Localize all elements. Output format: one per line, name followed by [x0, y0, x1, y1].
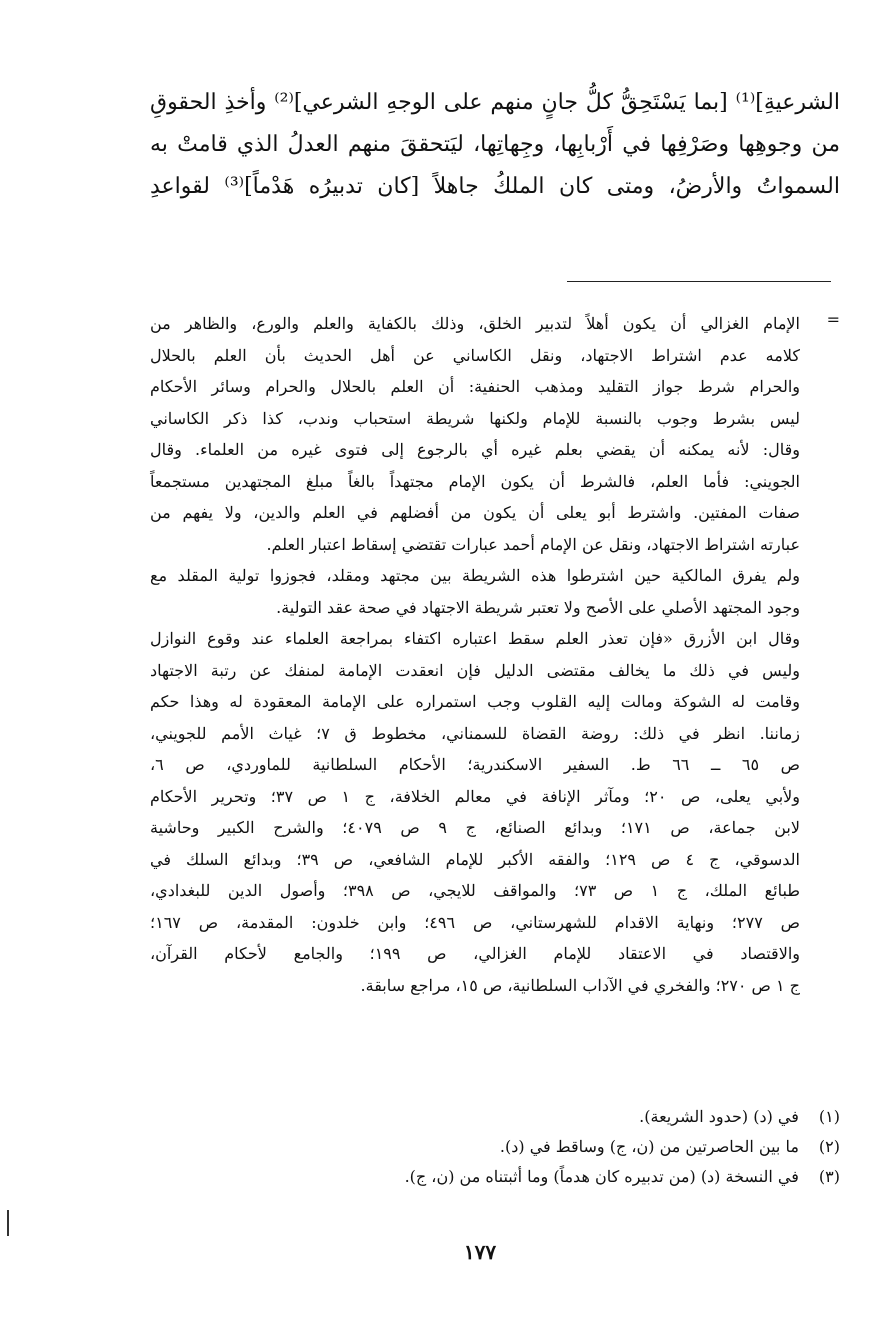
footnote-continuation — [150, 310, 840, 1003]
main-text-line: من وجوهِها وصَرْفِها في أَرْبابِها، وجِهاتِها، ليَتحققَ منهم العدلُ الذي قامتْ به — [150, 132, 841, 157]
note-text: في (د) (حدود الشريعة). — [639, 1107, 799, 1126]
footnote-line: صفات المفتين. واشترط أبو يعلى أن يكون من أفضلهم في العلم والدين، ولا يفهم من — [150, 503, 800, 522]
manuscript-notes — [300, 1102, 840, 1192]
note-number: (١) — [818, 1107, 840, 1126]
footnote-line: لابن جماعة، ص ١٧١؛ وبدائع الصنائع، ج ٩ ص ٤٠٧٩؛ والشرح الكبير وحاشية — [150, 818, 801, 837]
footnote-line: عبارته اشتراط الاجتهاد، ونقل عن الإمام أحمد عبارات تقتضي إسقاط اعتبار العلم. — [266, 534, 800, 554]
footnote-line: الإمام الغزالي أن يكون أهلاً لتدبير الخلق، وذلك بالكفاية والعلم والورع، والظاهر من — [150, 314, 800, 333]
footnote-line: وجود المجتهد الأصلي على الأصح ولا تعتبر شريطة الاجتهاد في صحة عقد التولية. — [276, 597, 800, 617]
footnote-line: ليس بشرط وجوب بالنسبة للإمام ولكنها شريطة استحباب وندب، كذا ذكر الكاساني — [150, 408, 800, 428]
note-text: في النسخة (د) (من تدبيره كان هدماً) وما أثبتناه من (ن، ج). — [404, 1167, 799, 1186]
note-number: (٣) — [818, 1167, 840, 1186]
footnote-line: ج ١ ص ٢٧٠؛ والفخري في الآداب السلطانية، ص ١٥، مراجع سابقة. — [360, 975, 800, 995]
footnote-line: وقامت له الشوكة ومالت إليه القلوب وجب استمراره على الإمامة المعقودة له وهذا حكم — [150, 692, 801, 711]
main-text — [150, 86, 840, 212]
footnote-line: وليس في ذلك ما يخالف مقتضى الدليل فإن انعقدت الإمامة لمنفك عن رتبة الاجتهاد — [150, 660, 800, 680]
note-text: ما بين الحاصرتين من (ن، ج) وساقط في (د). — [499, 1137, 799, 1156]
footnote-line: وقال: لأنه يمكنه أن يقضي بعلم غيره أي بالرجوع إلى فتوى غيره من العلماء. وقال — [150, 440, 800, 459]
footnote-line: كلامه عدم اشتراط الاجتهاد، ونقل الكاساني عن أهل الحديث بأن العلم بالحلال — [150, 345, 800, 365]
footnote-line: زماننا. انظر في ذلك: روضة القضاة للسمناني، مخطوط ق ٧؛ غياث الأمم للجويني، — [150, 723, 800, 743]
footnote-body — [150, 310, 840, 1000]
footnote-line: ص ٦٥ ــ ٦٦ ط. السفير الاسكندرية؛ الأحكام السلطانية للماوردي، ص ٦، — [150, 755, 801, 774]
main-text-line: السمواتُ والأرضُ، ومتى كان الملكُ جاهلاً [كان تدبيرُه هَدْماً]⁽³⁾ لقواعدِ — [150, 174, 840, 199]
footnote-line: ص ٢٧٧؛ ونهاية الاقدام للشهرستاني، ص ٤٩٦؛ وابن خلدون: المقدمة، ص ١٦٧؛ — [150, 912, 800, 932]
note-number: (٢) — [818, 1137, 840, 1156]
footnote-line: الجويني: فأما العلم، فالشرط أن يكون الإمام مجتهداً بالغاً مبلغ المجتهدين مستجمعاً — [150, 471, 800, 491]
page-number: ١٧٧ — [463, 1240, 497, 1264]
note-item — [300, 1102, 840, 1132]
footnote-line: الدسوقي، ج ٤ ص ١٢٩؛ والفقه الأكبر للإمام الشافعي، ص ٣٩؛ وبدائع السلك في — [150, 849, 801, 869]
footnote-separator — [567, 281, 831, 282]
continuation-marker: = — [826, 310, 840, 329]
footnote-line: ولأبي يعلى، ص ٢٠؛ ومآثر الإنافة في معالم الخلافة، ج ١ ص ٣٧؛ وتحرير الأحكام — [150, 786, 801, 806]
footnote-line: ولم يفرق المالكية حين اشترطوا هذه الشريطة بين مجتهد ومقلد، فجوزوا تولية المقلد مع — [150, 566, 800, 585]
footnote-line: وقال ابن الأزرق «فإن تعذر العلم سقط اعتباره اكتفاء بمراجعة العلماء عند وقوع النوازل — [150, 629, 801, 648]
footnote-line: طبائع الملك، ج ١ ص ٧٣؛ والمواقف للايجي، ص ٣٩٨؛ وأصول الدين للبغدادي، — [150, 881, 801, 900]
footnote-line: والحرام شرط جواز التقليد ومذهب الحنفية: أن العلم بالحلال والحرام وسائر الأحكام — [150, 377, 800, 396]
note-item — [300, 1132, 840, 1162]
note-item — [300, 1162, 840, 1192]
margin-mark — [7, 1210, 9, 1236]
footnote-line: والاقتصاد في الاعتقاد للإمام الغزالي، ص ١٩٩؛ والجامع لأحكام القرآن، — [150, 944, 800, 963]
main-text-line: الشرعيةِ]⁽¹⁾ [بما يَسْتَحِقُّ كلُّ جانٍ منهم على الوجهِ الشرعي]⁽²⁾ وأخذِ الحقوقِ — [150, 90, 840, 115]
